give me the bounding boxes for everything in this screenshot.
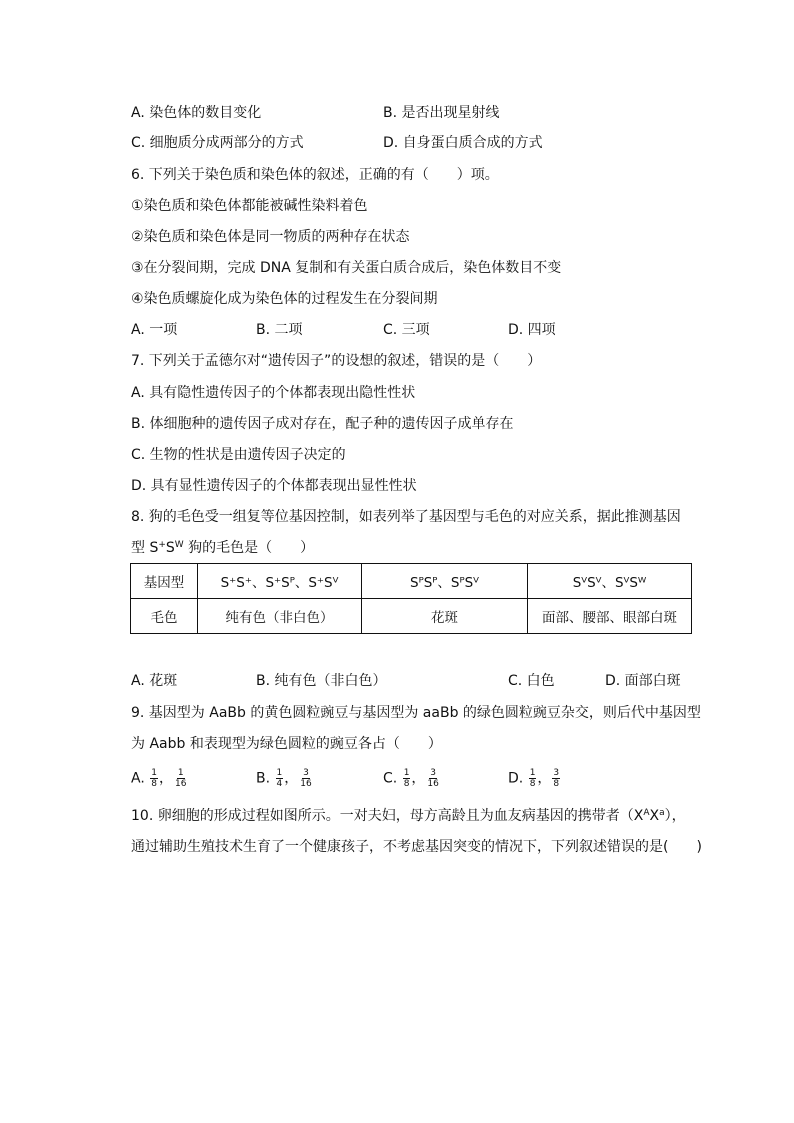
- q8-stem-line-1: 8. 狗的毛色受一组复等位基因控制，如表列举了基因型与毛色的对应关系，据此推测基因: [131, 509, 681, 525]
- table-cell-coat-color: 面部、腰部、眼部白斑: [528, 599, 692, 634]
- fraction: $\frac{1}{8}$: [529, 768, 536, 789]
- table-header-genotype: 基因型: [131, 564, 198, 599]
- table-row: [131, 564, 692, 599]
- fraction: $\frac{1}{8}$: [151, 768, 157, 789]
- q9-stem-line-1: 9. 基因型为 AaBb 的黄色圆粒豌豆与基因型为 aaBb 的绿色圆粒豌豆杂交，则后代中基因型: [131, 705, 701, 721]
- q9-option-d: D. $\frac{1}{8}$ ， $\frac{3}{8}$: [508, 768, 560, 789]
- q9-stem-line-2: 为 Aabb 和表现型为绿色圆粒的豌豆各占（ ）: [131, 736, 442, 752]
- q7-option-a: A. 具有隐性遗传因子的个体都表现出隐性性状: [131, 385, 416, 401]
- table-row: [131, 599, 692, 634]
- table-cell-genotype: SⱽSⱽ、SⱽSᵂ: [528, 564, 692, 599]
- q6-stem: 6. 下列关于染色质和染色体的叙述，正确的有（ ）项。: [131, 167, 499, 183]
- q7-option-d: D. 具有显性遗传因子的个体都表现出显性性状: [131, 478, 417, 494]
- fraction: $\frac{1}{8}$: [403, 768, 410, 789]
- q9-option-c: C. $\frac{1}{8}$ ， $\frac{3}{16}$: [383, 768, 439, 789]
- q7-option-c: C. 生物的性状是由遗传因子决定的: [131, 447, 346, 463]
- fraction: $\frac{3}{8}$: [553, 768, 560, 789]
- q6-statement-1: ①染色质和染色体都能被碱性染料着色: [131, 198, 368, 214]
- q10-stem-line-2: 通过辅助生殖技术生育了一个健康孩子，不考虑基因突变的情况下，下列叙述错误的是( ): [131, 839, 702, 855]
- q6-option-a: A. 一项: [131, 322, 178, 338]
- q8-option-c: C. 白色: [508, 673, 555, 689]
- q8-option-d: D. 面部白斑: [605, 673, 681, 689]
- q6-statement-4: ④染色质螺旋化成为染色体的过程发生在分裂间期: [131, 291, 438, 307]
- table-cell-coat-color: 花斑: [362, 599, 528, 634]
- table-cell-genotype: SᴾSᴾ、SᴾSⱽ: [362, 564, 528, 599]
- q5-option-c: C. 细胞质分成两部分的方式: [131, 135, 304, 151]
- q5-option-b: B. 是否出现星射线: [383, 105, 500, 121]
- fraction: $\frac{3}{16}$: [427, 768, 439, 789]
- table-cell-genotype: S⁺S⁺、S⁺Sᴾ、S⁺Sⱽ: [198, 564, 362, 599]
- table-header-coat-color: 毛色: [131, 599, 198, 634]
- q5-option-d: D. 自身蛋白质合成的方式: [383, 135, 543, 151]
- q7-option-b: B. 体细胞种的遗传因子成对存在，配子种的遗传因子成单存在: [131, 416, 514, 432]
- q7-stem: 7. 下列关于孟德尔对“遗传因子”的设想的叙述，错误的是（ ）: [131, 353, 542, 369]
- q8-option-b: B. 纯有色（非白色）: [256, 673, 387, 689]
- q10-stem-line-1: 10. 卵细胞的形成过程如图所示。一对夫妇，母方高龄且为血友病基因的携带者$(X^AX^a)$，: [131, 808, 686, 824]
- q6-statement-2: ②染色质和染色体是同一物质的两种存在状态: [131, 229, 410, 245]
- q5-option-a: A. 染色体的数目变化: [131, 105, 262, 121]
- table-cell-coat-color: 纯有色（非白色）: [198, 599, 362, 634]
- fraction: $\frac{1}{4}$: [276, 768, 283, 789]
- q6-statement-3: ③在分裂间期，完成 DNA 复制和有关蛋白质合成后，染色体数目不变: [131, 260, 562, 276]
- q9-option-b: B. $\frac{1}{4}$ ， $\frac{3}{16}$: [256, 768, 312, 789]
- q8-option-a: A. 花斑: [131, 673, 178, 689]
- q9-option-a: A. $\frac{1}{8}$ ， $\frac{1}{16}$: [131, 768, 187, 789]
- q8-stem-line-2: 型 $S^+S^W$ 狗的毛色是（ ）: [131, 540, 315, 556]
- q6-option-d: D. 四项: [508, 322, 556, 338]
- fraction: $\frac{1}{16}$: [174, 768, 187, 789]
- genotype-coat-color-table: [130, 563, 692, 634]
- q6-option-c: C. 三项: [383, 322, 430, 338]
- q6-option-b: B. 二项: [256, 322, 303, 338]
- fraction: $\frac{3}{16}$: [300, 768, 312, 789]
